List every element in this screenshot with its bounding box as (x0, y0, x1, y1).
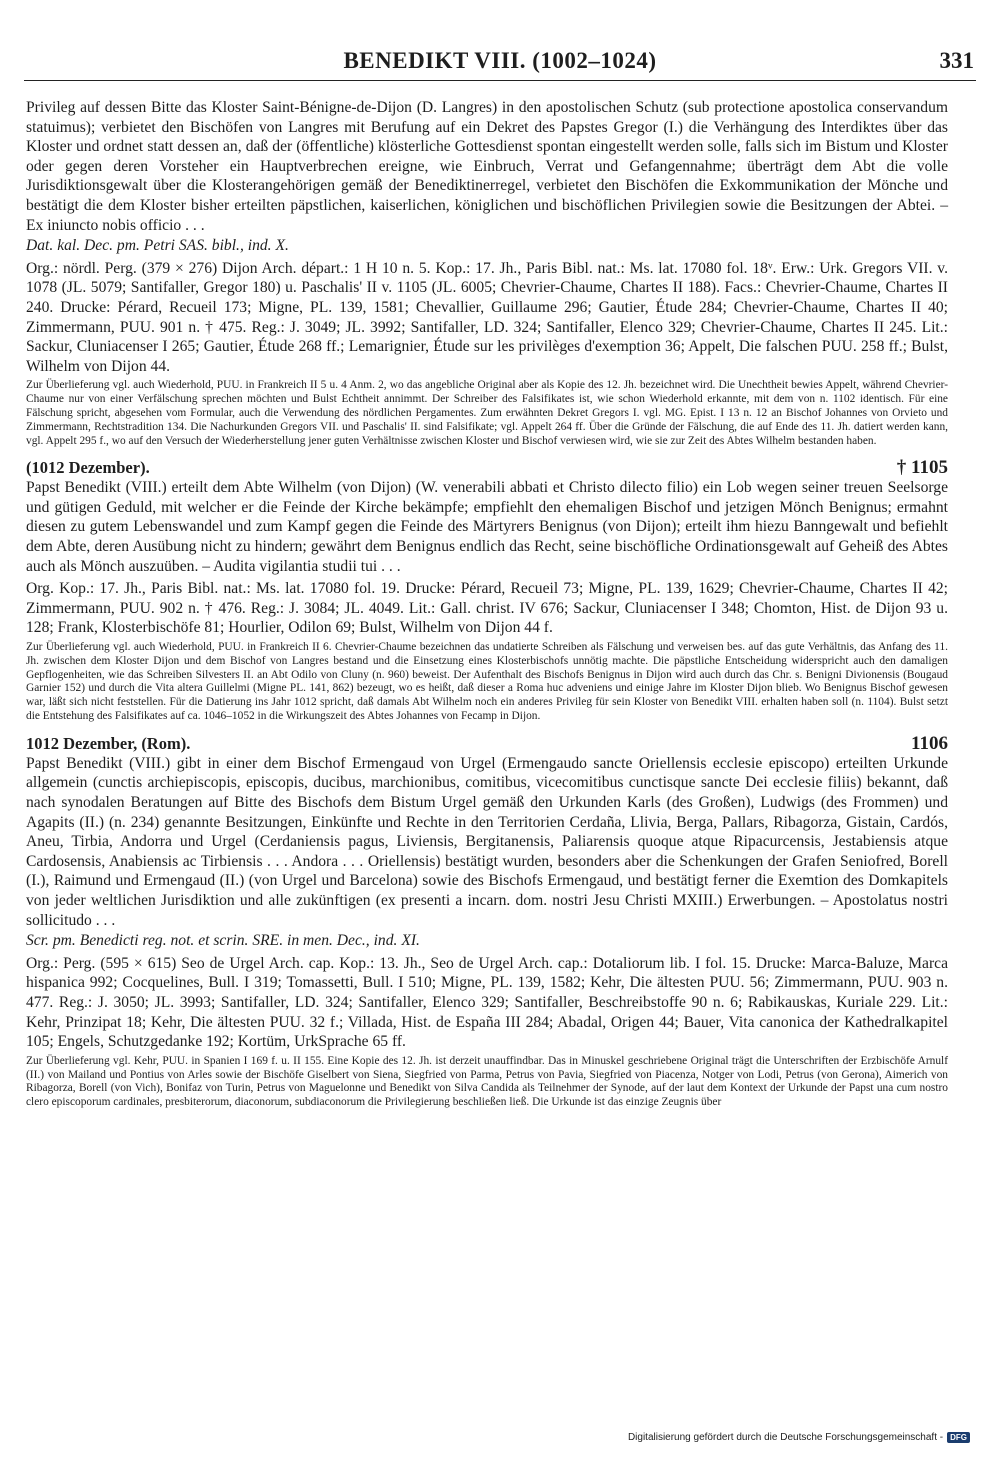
running-header (24, 46, 976, 81)
entry-1104-dating: Dat. kal. Dec. pm. Petri SAS. bibl., ind. X. (26, 237, 289, 255)
entry-1106 (26, 734, 948, 1110)
footer-text: Digitalisierung gefördert durch die Deutsche Forschungsgemeinschaft - (627, 1432, 944, 1443)
digitization-footer (628, 1432, 970, 1443)
entry-1105-number: † 1105 (896, 457, 948, 479)
entry-1105-note: Zur Überlieferung vgl. auch Wiederhold, PUU. in Frankreich II 6. Chevrier-Chaume bezeichnen das undatierte Schreiben als Fälschung und verweisen bes. auf das gute Verhältnis, das Anfang des 11. Jh. zwischen dem Kloster Dijon und dem Bischof von Langres bestand und die Einsetzung eines Klosterbischofs unnötig machte. Die päpstliche Entscheidung widerspricht auch den damaligen Gepflogenheiten, wie das Schreiben Silvesters II. an Abt Odilo von Cluny (n. 960) beweist. Der Aufenthalt des Bischofs Benignus in Dijon wird auch durch das Chr. s. Benigni Divionensis (Bougaud Garnier 152) und durch die Vita altera Guillelmi (Migne PL. 141, 862) bezeugt, wo es heißt, daß dieser a Roma huc adveniens und einige Jahre im Kloster Dijon blieb. Wo Benignus Bischof gewesen war, läßt sich nicht feststellen. Für die Datierung ins Jahr 1012 spricht, daß damals Abt Wilhelm noch ein anderes Privileg für sein Kloster von Benedikt VIII. erhalten haben soll (n. 1104). Bulst setzt die Entstehung des Falsifikates auf ca. 1046–1052 in die Wirkungszeit des Abtes Johannes von Fecamp in Dijon. (26, 641, 948, 723)
entry-1105 (26, 458, 948, 724)
entry-1105-references: Org. Kop.: 17. Jh., Paris Bibl. nat.: Ms. lat. 17080 fol. 19. Drucke: Pérard, Recueil 73; Migne, PL. 139, 1629; Chevrier-Chaume, Chartes II 42; Zimmermann, PUU. 902 n. † 476. Reg.: J. 3084; JL. 4049. Lit.: Gall. christ. IV 676; Sackur, Cluniacenser I 348; Chomton, Hist. de Dijon 93 u. 128; Frank, Klosterbischöfe 81; Hourlier, Odilon 69; Bulst, Wilhelm von Dijon 44 f. (26, 580, 948, 637)
entry-1106-dating: Scr. pm. Benedicti reg. not. et scrin. SRE. in men. Dec., ind. XI. (26, 932, 420, 950)
entry-1105-heading (26, 458, 948, 478)
entry-1105-text: Papst Benedikt (VIII.) erteilt dem Abte Wilhelm (von Dijon) (W. venerabili abbati et Christo dilecto filio) ein Lob wegen seiner treuen Seelsorge und gütigen Geduld, mit welcher er die Feinde der Kirche bekämpfe; empfiehlt den ehemaligen Bischof und jetzigen Mönch Benignus; ermahnt diesen zu gutem Lebenswandel und zum Kampf gegen die Feinde des Märtyrers Benignus (von Dijon); erteilt ihm hiezu Banngewalt und befiehlt dem Abte, deren Ausübung nicht zu hindern; gewährt dem Benignus endlich das Recht, seine bischöfliche Ordinationsgewalt auf Geheiß des Abtes auch als Mönch auszuüben. – Audita vigilantia studii tui . . . (26, 479, 948, 575)
entry-1106-references: Org.: Perg. (595 × 615) Seo de Urgel Arch. cap. Kop.: 13. Jh., Seo de Urgel Arch. cap.: Dotaliorum lib. I fol. 15. Drucke: Marca-Baluze, Marca hispanica 992; Cocquelines, Bull. I 319; Tomassetti, Bull. I 510; Migne, PL. 139, 1582; Kehr, Die ältesten PUU. 56; Zimmermann, PUU. 903 n. 477. Reg.: J. 3050; JL. 3993; Santifaller, LD. 324; Santifaller, Elenco 329; Santifaller, Beschreibstoffe 90 n. 6; Rabikauskas, Kuriale 229. Lit.: Kehr, Prinzipat 18; Kehr, Die ältesten PUU. 32 f.; Villada, Hist. de España III 284; Abadal, Origen 44; Bauer, Vita canonica der Kathedralkapitel 105; Engels, Schutzgedanke 192; Kortüm, UrkSprache 65 ff. (26, 954, 948, 1051)
entry-1104-references: Org.: nördl. Perg. (379 × 276) Dijon Arch. départ.: 1 H 10 n. 5. Kop.: 17. Jh., Paris Bibl. nat.: Ms. lat. 17080 fol. 18ᵛ. Erw.: Urk. Gregors VII. v. 1078 (JL. 5079; Santifaller, Gregor 180) u. Paschalis' II v. 1105 (JL. 6005; Chevrier-Chaume, Chartes II 188). Facs.: Chevrier-Chaume, Chartes II 240. Drucke: Pérard, Recueil 173; Migne, PL. 139, 1581; Chevallier, Guillaume 296; Gautier, Étude 284; Chevrier-Chaume, Chartes II 40; Zimmermann, PUU. 901 n. † 475. Reg.: J. 3049; JL. 3992; Santifaller, LD. 324; Santifaller, Elenco 329; Chevrier-Chaume, Chartes II 245. Lit.: Sackur, Cluniacenser I 265; Gautier, Étude 268 ff.; Lemarignier, Étude sur les privilèges d'exemption 36; Appelt, Die falschen PUU. 258 ff.; Bulst, Wilhelm von Dijon 44. (26, 259, 948, 375)
entry-1104-note: Zur Überlieferung vgl. auch Wiederhold, PUU. in Frankreich II 5 u. 4 Anm. 2, wo das angebliche Original aber als Kopie des 12. Jh. bezeichnet wird. Die Unechtheit bewies Appelt, während Chevrier-Chaume nur von einer Verfälschung sprechen möchten und Bulst Echtheit annimmt. Der Schreiber des Falsifikates ist, wie schon Wiederhold erkannte, mit dem von n. 1102 identisch. Für eine Fälschung spricht, abgesehen vom Formular, auch die Verwendung des nördlichen Pergamentes. Zum erwähnten Dekret Gregors I. vgl. MG. Epist. I 13 n. 12 an Bischof Johannes von Orvieto und Zimmermann, Rechtstradition 134. Die Nachurkunden Gregors VII. und Paschalis' II. sind Falsifikate; vgl. Appelt 264 ff. Über die Gründe der Fälschung, die auf Ende des 11. Jh. datiert werden kann, vgl. Appelt 295 f., wo auf den Versuch der Wiederherstellung jener guten Verhältnisse zwischen Kloster und Bischof verwiesen wird, wie sie zur Zeit des Abtes Wilhelm bestanden haben. (26, 379, 948, 447)
page-body (26, 98, 948, 1110)
page-number: 331 (939, 48, 974, 73)
running-title: BENEDIKT VIII. (1002–1024) (343, 48, 657, 73)
entry-1104-continuation (26, 98, 948, 448)
entry-1106-text: Papst Benedikt (VIII.) gibt in einer dem Bischof Ermengaud von Urgel (Ermengaudo sancte Oriellensis ecclesie episcopo) erteilten Urkunde allgemein (cunctis archiepiscopis, episcopis, ducibus, marchionibus, comitibus, vicecomitibus cunctisque sancte Dei ecclesie filiis) bekannt, daß nach synodalen Beratungen auf Bitte des Bischofs dem Bistum Urgel gemäß den Urkunden Karls (des Großen), Ludwigs (des Frommen) und Agapits (II.) (n. 234) genannte Besitzungen, Einkünfte und Rechte in den Territorien Cerdaña, Llivia, Berga, Pallars, Ribagorza, Gistain, Cardós, Aneu, Tirbia, Andorra und Urgel (Cerdaniensis pagus, Liviensis, Bergitanensis, Paliarensis quoque atque Ripacurcensis, Jestabiensis atque Cardosensis, Anabiensis ac Tirbiensis . . . Andora . . . Oriellensis) bestätigt wurden, besonders aber die Schenkungen der Grafen Seniofred, Borell (I.), Raimund und Ermengaud (II.) (von Urgel und Barcelona) sowie des Bischofs Ermengaud, und bestätigt ferner die Exemtion des Domkapitels von jeder weltlichen Jurisdiktion und alle zukünftigen (ex presenti a incarn. dom. nostri Jesu Christi MXIII.) Erwerbungen. – Apostolatus nostri sollicitudo . . . (26, 754, 948, 929)
entry-1106-heading (26, 734, 948, 754)
entry-1104-text: Privileg auf dessen Bitte das Kloster Saint-Bénigne-de-Dijon (D. Langres) in den apostolischen Schutz (sub protectione apostolica conservandum statuimus); verbietet den Bischöfen von Langres mit Berufung auf ein Dekret des Papstes Gregor (I.) die Verhängung des Interdiktes über das Kloster und ordnet statt dessen an, daß der (öffentliche) klösterliche Gottesdienst spontan eingestellt werden solle, falls sich im Bistum und Kloster oder gegen deren Vorsteher ein Hauptverbrechen ereigne, wie Einbruch, Verrat und Gefangennahme; überträgt dem Abt die volle Jurisdiktionsgewalt über die Klosterangehörigen gemäß der Benediktinerregel, verbietet den Bischöfen die Exkommunikation der Mönche und bestätigt die dem Kloster bisher erteilten päpstlichen, kaiserlichen, königlichen und bischöflichen Privilegien sowie die Besitzungen der Abtei. – Ex iniuncto nobis officio . . . (26, 99, 948, 234)
entry-1106-date: 1012 Dezember, (Rom). (26, 733, 191, 753)
dfg-logo-icon: DFG (947, 1432, 970, 1443)
entry-1105-date: (1012 Dezember). (26, 458, 150, 478)
entry-1106-number: 1106 (911, 732, 948, 754)
entry-1106-note: Zur Überlieferung vgl. Kehr, PUU. in Spanien I 169 f. u. II 155. Eine Kopie des 12. Jh. ist derzeit unauffindbar. Das in Minuskel geschriebene Original trägt die Unterschriften der Erzbischöfe Arnulf (II.) von Mailand und Pontius von Arles sowie der Bischöfe Giselbert von Siena, Siegfried von Parma, Petrus von Pavia, Siegfried von Piacenza, Notger von Lodi, Petrus (von Gerona), Aimerich von Ribagorza, Borell (von Vich), Bonifaz von Turin, Petrus von Maguelonne und Benedikt von Silva Candida als Teilnehmer der Synode, auf der laut dem Kontext der Urkunde der Papst una cum nostro clero episcoporum cardinales, presbiterorum, diaconorum, subdiaconorum die Privilegierung beschließen ließ. Die Urkunde ist das einzige Zeugnis über (26, 1054, 948, 1109)
